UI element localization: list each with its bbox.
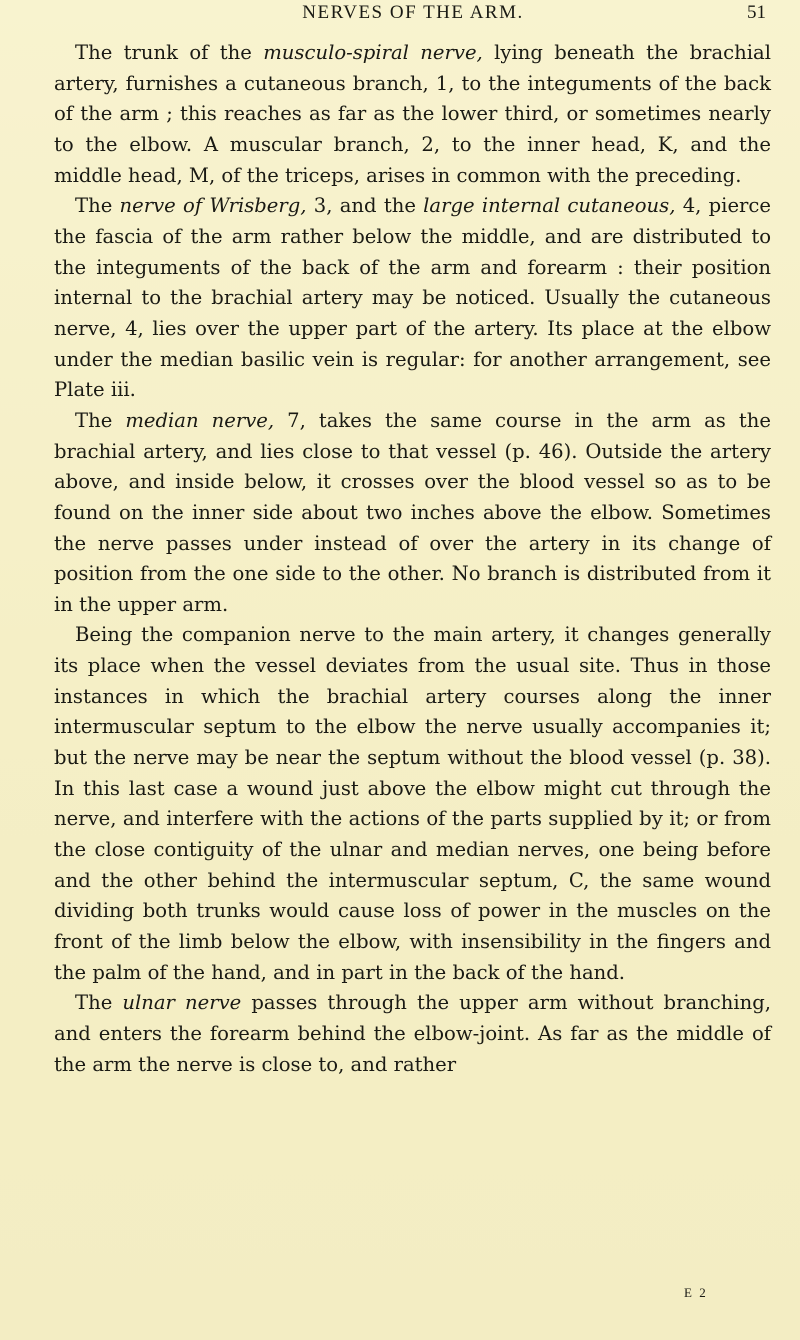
paragraph	[54, 38, 771, 191]
signature-mark: E 2	[684, 1285, 708, 1300]
text-run: The	[75, 991, 123, 1015]
paragraph	[54, 191, 771, 406]
page-header	[60, 0, 766, 32]
italic-term: nerve of Wrisberg,	[119, 194, 307, 218]
italic-term: median nerve,	[125, 408, 275, 432]
italic-term: ulnar nerve	[122, 991, 242, 1015]
page-number: 51	[747, 2, 766, 23]
text-run: The	[75, 408, 126, 432]
text-run: 4, pierce the fascia of the arm rather below the middle, and are distributed to the integuments of the back of the arm and forearm : their position internal to the brachial artery may be noticed. Usually the cutaneous nerve, 4, lies over the upper part of the artery. Its place at the elbow under the median basilic vein is regular: for another arrangement, see Plate iii.	[54, 194, 771, 402]
text-run: lying beneath the brachial artery, furnishes a cutaneous branch, 1, to the integuments of the back of the arm ; this reaches as far as the lower third, or sometimes nearly to the elbow. A muscular branch, 2, to the inner head, K, and the middle head, M, of the triceps, arises in common with the preceding.	[54, 41, 771, 187]
paragraph	[54, 620, 771, 988]
text-run: Being the companion nerve to the main artery, it changes generally its place when the vessel deviates from the usual site. Thus in those instances in which the brachial artery courses along the inner intermuscular septum to the elbow the nerve usually accompanies it; but the nerve may be near the septum without the blood vessel (p. 38). In this last case a wound just above the elbow might cut through the nerve, and interfere with the actions of the parts supplied by it; or from the close contiguity of the ulnar and median nerves, one being before and the other behind the intermuscular septum, C, the same wound dividing both trunks would cause loss of power in the muscles on the front of the limb below the elbow, with insensibility in the fingers and the palm of the hand, and in part in the back of the hand.	[54, 623, 771, 984]
text-run: passes through the upper arm without branching, and enters the forearm behind the elbow-joint. As far as the middle of the arm the nerve is close to, and rather	[54, 991, 771, 1076]
running-head: NERVES OF THE ARM.	[302, 2, 524, 23]
paragraph	[54, 406, 771, 621]
paragraph	[54, 988, 771, 1080]
text-run: 7, takes the same course in the arm as the brachial artery, and lies close to that vessel (p. 46). Outside the artery above, and inside below, it crosses over the blood vessel so as to be found on the inner side about two inches above the elbow. Sometimes the nerve passes under instead of over the artery in its change of position from the one side to the other. No branch is distributed from it in the upper arm.	[54, 408, 771, 616]
text-run: The	[75, 194, 120, 218]
italic-term: large internal cutaneous,	[423, 194, 676, 218]
text-run: The trunk of the	[75, 41, 264, 64]
text-run: 3, and the	[306, 194, 424, 218]
body-text	[54, 38, 771, 1080]
italic-term: musculo-spiral nerve,	[263, 41, 483, 64]
